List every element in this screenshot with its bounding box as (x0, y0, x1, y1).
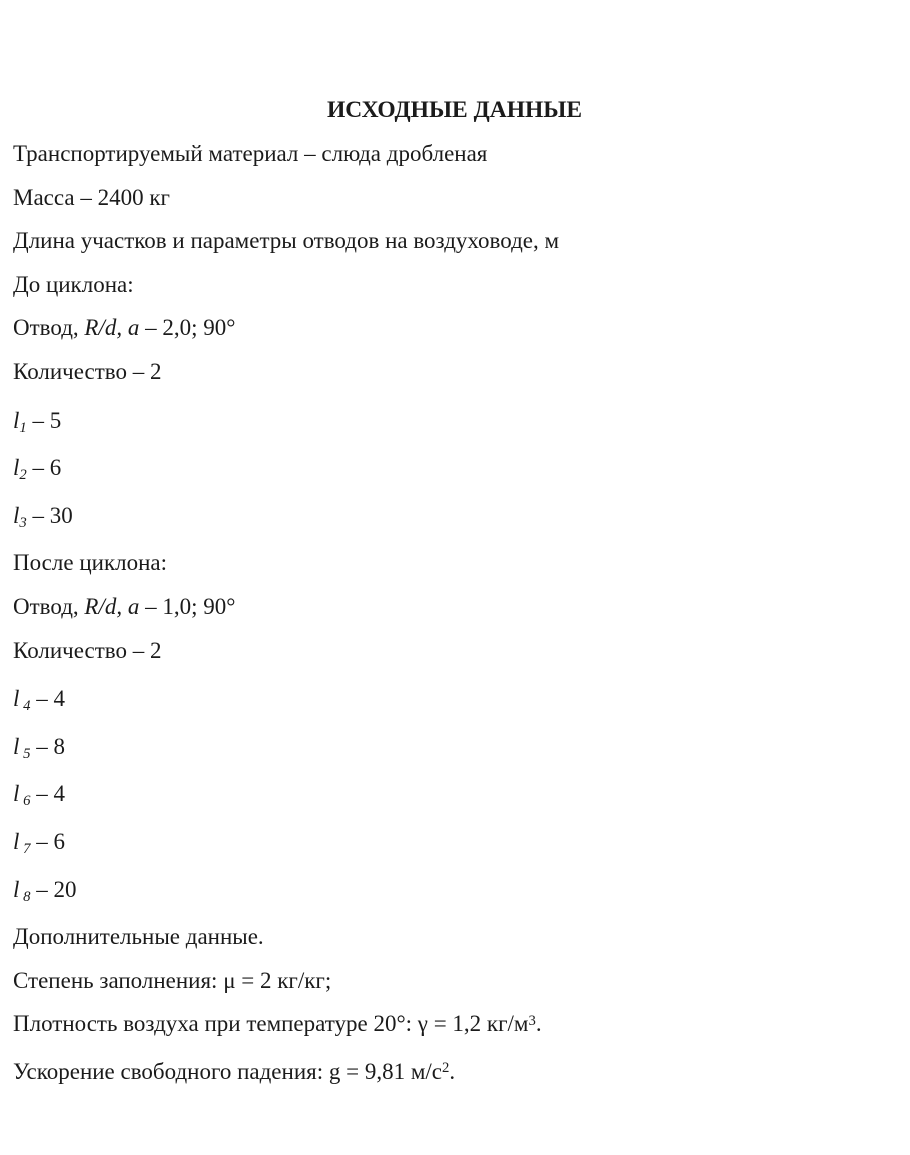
text-segment: l (13, 407, 20, 433)
text-segment: – 6 (30, 828, 65, 854)
text-segment: l (13, 733, 20, 759)
document-line (13, 219, 896, 263)
document-line (13, 585, 896, 629)
text-segment: l (13, 828, 20, 854)
document-line (13, 176, 896, 220)
document-line (13, 541, 896, 585)
document-line (13, 772, 896, 820)
text-segment: Количество – 2 (13, 637, 162, 663)
text-segment: 2 (441, 1060, 450, 1077)
document-line (13, 868, 896, 916)
text-segment: l (13, 502, 20, 528)
text-segment: l (13, 686, 20, 712)
document-line (13, 629, 896, 673)
document-line (13, 399, 896, 447)
text-segment: – 4 (30, 686, 65, 712)
text-segment: Длина участков и параметры отводов на воздуховоде, м (13, 228, 560, 254)
text-segment: 3 (528, 1012, 536, 1029)
document-line (13, 725, 896, 773)
text-segment: – 5 (26, 407, 62, 433)
text-segment: . (535, 1011, 542, 1037)
text-segment: l (13, 455, 20, 481)
text-segment: – 8 (30, 733, 65, 759)
text-segment: 6 (19, 793, 31, 810)
text-segment: Плотность воздуха при температуре 20°: γ = 1,2 кг/м (13, 1011, 529, 1037)
text-segment: 5 (19, 745, 31, 762)
text-segment: – 1,0; 90° (139, 593, 236, 619)
text-segment: 4 (19, 698, 31, 715)
document-line (13, 132, 896, 176)
text-segment: Дополнительные данные. (13, 924, 264, 950)
text-segment: До циклона: (13, 271, 134, 297)
document-line (13, 350, 896, 394)
text-segment: R/d, a (84, 315, 140, 341)
document-line (13, 494, 896, 542)
text-segment: – 4 (30, 781, 65, 807)
document-line (13, 820, 896, 868)
text-segment: – 20 (30, 876, 77, 902)
document-line (13, 959, 896, 1003)
text-segment: l (13, 876, 20, 902)
text-segment: Транспортируемый материал – слюда дробленая (13, 141, 488, 166)
text-segment: . (449, 1058, 456, 1084)
text-segment: Отвод, (13, 315, 85, 341)
document-title: ИСХОДНЫЕ ДАННЫЕ (326, 97, 583, 123)
document-body (13, 132, 896, 1097)
text-segment: – 30 (26, 502, 73, 528)
document-line (13, 263, 896, 307)
text-segment: – 2,0; 90° (139, 315, 236, 341)
text-segment: 7 (19, 841, 31, 858)
text-segment: 2 (19, 467, 27, 484)
text-segment: – 6 (26, 455, 62, 481)
document-line (13, 306, 896, 350)
text-segment: Масса – 2400 кг (13, 184, 170, 210)
document-line (13, 1050, 896, 1098)
document-line (13, 915, 896, 959)
document-line (13, 677, 896, 725)
text-segment: Степень заполнения: μ = 2 кг/кг; (13, 967, 332, 993)
text-segment: l (13, 781, 20, 807)
text-segment: 8 (19, 888, 31, 905)
text-segment: Отвод, (13, 593, 85, 619)
document-line (13, 1002, 896, 1050)
text-segment: Количество – 2 (13, 358, 162, 384)
text-segment: R/d, a (84, 593, 140, 619)
text-segment: 1 (19, 419, 27, 436)
document-line (13, 446, 896, 494)
text-segment: 3 (19, 514, 27, 531)
text-segment: Ускорение свободного падения: g = 9,81 м/с (13, 1058, 442, 1084)
text-segment: После циклона: (13, 550, 168, 576)
